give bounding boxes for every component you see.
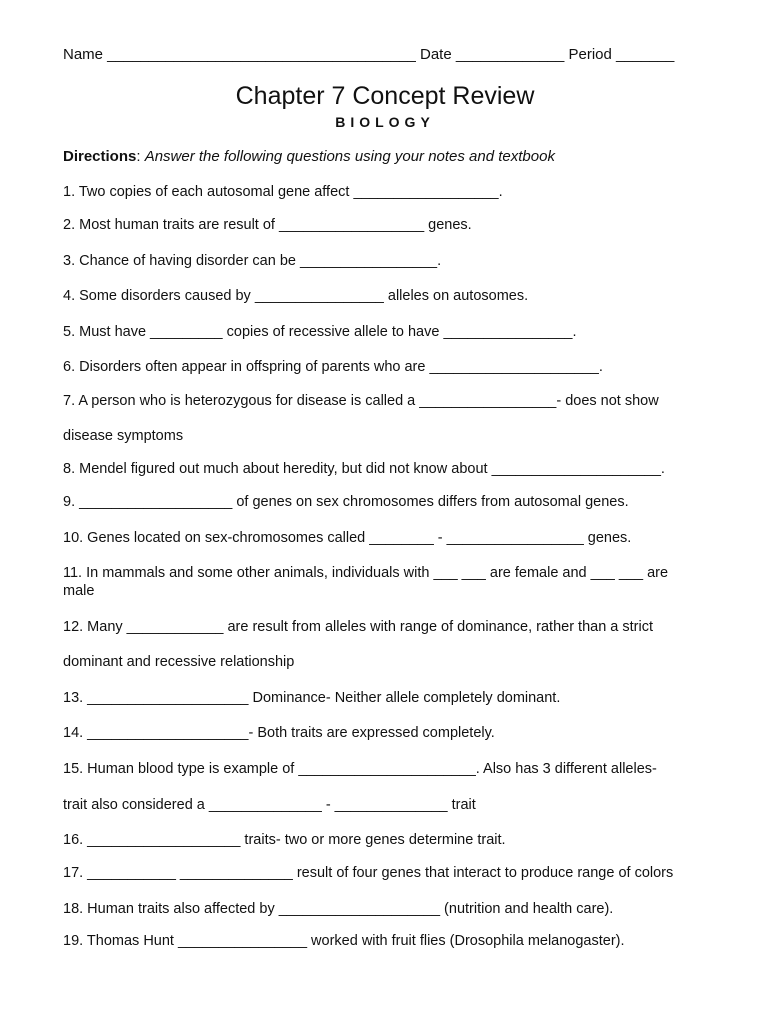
question-line: 1. Two copies of each autosomal gene affect __________________.: [63, 184, 503, 200]
question-line: 14. ____________________- Both traits are expressed completely.: [63, 725, 495, 741]
page-subtitle: BIOLOGY: [335, 114, 435, 130]
question-line: 18. Human traits also affected by ____________________ (nutrition and health care).: [63, 901, 614, 917]
question-line: 2. Most human traits are result of __________________ genes.: [63, 217, 472, 233]
question-line: disease symptoms: [63, 428, 184, 444]
question-line: 5. Must have _________ copies of recessive allele to have ________________.: [63, 324, 577, 340]
question-line: 17. ___________ ______________ result of four genes that interact to produce range of colors: [63, 865, 674, 881]
question-line: 15. Human blood type is example of ______________________. Also has 3 different alleles-: [63, 761, 657, 777]
question-line: 4. Some disorders caused by ________________ alleles on autosomes.: [63, 288, 529, 304]
question-line: 19. Thomas Hunt ________________ worked with fruit flies (Drosophila melanogaster).: [63, 933, 625, 949]
directions-colon: :: [136, 148, 145, 165]
directions-text: Answer the following questions using your notes and textbook: [144, 148, 555, 165]
question-line: 13. ____________________ Dominance- Neither allele completely dominant.: [63, 690, 561, 706]
directions-label: Directions: [63, 148, 137, 165]
question-line: 12. Many ____________ are result from alleles with range of dominance, rather than a strict: [63, 619, 654, 635]
question-line: 3. Chance of having disorder can be _________________.: [63, 253, 442, 269]
question-line: 11. In mammals and some other animals, individuals with ___ ___ are female and ___ ___ are: [63, 565, 669, 581]
directions: [63, 148, 555, 166]
question-line: 8. Mendel figured out much about heredity, but did not know about _____________________.: [63, 461, 665, 477]
question-line: male: [63, 583, 95, 599]
page-title: Chapter 7 Concept Review: [235, 82, 535, 110]
question-line: 10. Genes located on sex-chromosomes called ________ - _________________ genes.: [63, 530, 632, 546]
header-line: Name _____________________________________ Date _____________ Period _______: [63, 46, 675, 63]
question-line: 6. Disorders often appear in offspring of parents who are _____________________.: [63, 359, 603, 375]
question-line: 9. ___________________ of genes on sex chromosomes differs from autosomal genes.: [63, 494, 629, 510]
question-line: 16. ___________________ traits- two or more genes determine trait.: [63, 832, 506, 848]
question-line: trait also considered a ______________ - ______________ trait: [63, 797, 476, 813]
question-line: dominant and recessive relationship: [63, 654, 295, 670]
question-line: 7. A person who is heterozygous for disease is called a _________________- does not show: [63, 393, 659, 409]
